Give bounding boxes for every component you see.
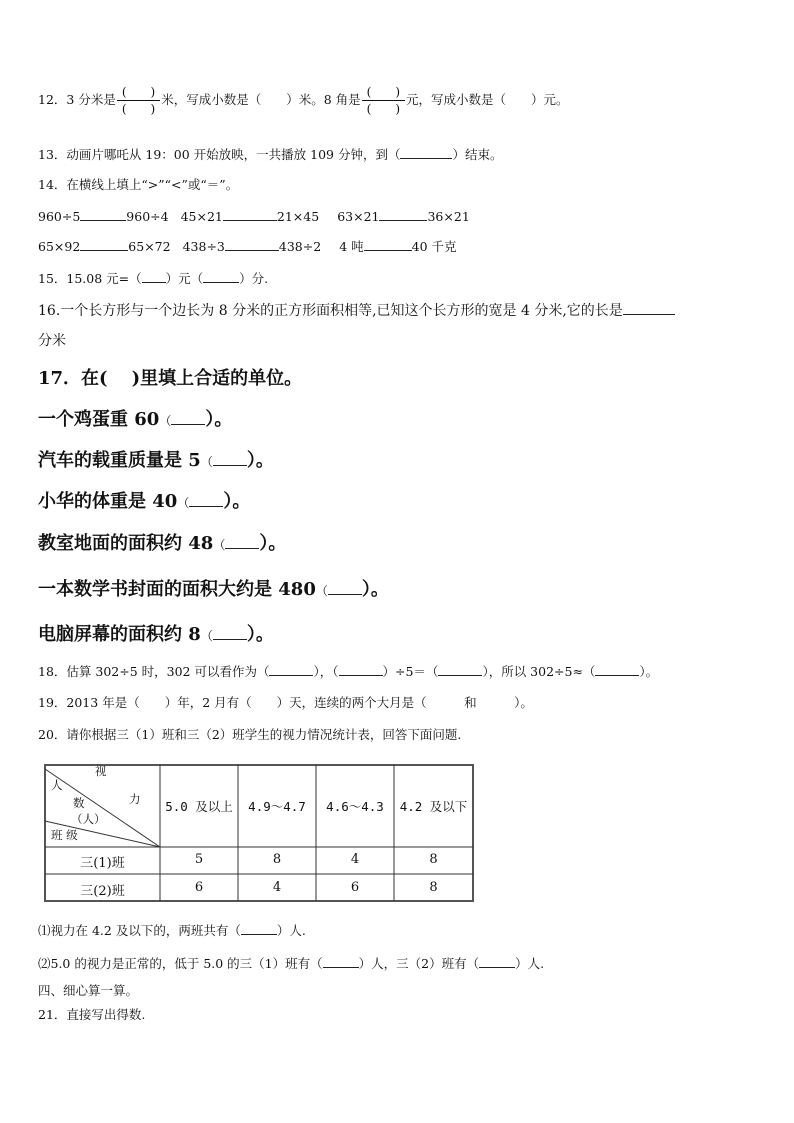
q17-item-6-open: （ [200,629,213,643]
q14-row-2 [38,238,457,255]
q20-sub1-blank[interactable] [241,922,277,935]
q12-frac1-denominator: ( ) [121,102,156,116]
q17-item-5-open: （ [315,584,328,598]
q20-sub2-blank-1[interactable] [323,955,359,968]
q17-item-6 [38,624,274,647]
q17-item-4-blank[interactable] [225,536,259,549]
q17-item-4-close: ）。 [259,533,287,554]
corner-shi: 视 [95,764,107,778]
q12-mid: 米，写成小数是（ ）米。8 角是 [161,92,361,107]
q17-item-2-text: 汽车的载重质量是 [38,450,182,471]
question-18 [38,663,658,680]
row-2-col-2: 4 [272,880,282,895]
question-21: 21．直接写出得数. [38,1007,146,1022]
q14-blank-3[interactable] [379,208,427,221]
q14-r1-e: 63×21 [337,209,380,224]
q20-sub-1 [38,922,306,939]
q16-unit: 分米 [38,333,66,349]
q13-blank[interactable] [400,146,452,159]
question-12 [38,84,569,117]
question-20: 20．请你根据三（1）班和三（2）班学生的视力情况统计表，回答下面问题. [38,727,462,742]
q17-item-5-num: 480 [278,579,316,600]
q17-title-prefix: 17．在( [38,368,108,389]
q14-blank-4[interactable] [80,238,128,251]
question-14: 14．在横线上填上“>”“<”或“＝”。 [38,177,239,192]
corner-shu: 数 [73,796,85,810]
row-1-name: 三(1)班 [80,856,125,871]
section-4-title: 四、细心算一算。 [38,983,139,998]
row-2-col-4: 8 [429,880,438,895]
q15-blank-1[interactable] [142,270,166,283]
header-col-3: 4.6～4.3 [326,799,384,814]
q17-item-6-text: 电脑屏幕的面积约 [38,624,182,645]
q16-blank[interactable] [623,302,675,315]
q17-item-5-text: 一本数学书封面的面积大约是 [38,579,272,600]
q17-item-6-close: ）。 [246,624,274,645]
question-13 [38,146,503,163]
question-17-title [38,368,302,390]
q17-item-4-text: 教室地面的面积约 [38,533,182,554]
header-col-2: 4.9～4.7 [248,799,306,814]
q14-r2-b: 65×72 [128,239,171,254]
q17-item-5 [38,579,389,602]
q12-frac2-denominator: ( ) [366,102,401,116]
q12-frac2-numerator: ( ) [362,84,405,101]
q20-sub2-mid: ）人，三（2）班有（ [358,956,480,971]
q14-r1-f: 36×21 [427,209,470,224]
q14-r2-c: 438÷3 [182,239,225,254]
q17-item-2 [38,450,274,473]
q17-item-3-num: 40 [152,491,178,512]
q14-r2-d: 438÷2 [278,239,322,254]
header-col-4: 4.2 及以下 [399,799,468,814]
question-16 [38,302,675,319]
q12-fraction-1 [117,84,160,117]
q12-suffix: 元，写成小数是（ ）元。 [406,92,569,107]
q17-item-6-blank[interactable] [213,627,247,640]
corner-banji: 班 级 [51,828,78,842]
corner-ren: 人 [51,778,63,792]
q14-r1-b: 960÷4 [126,209,169,224]
q14-blank-2[interactable] [223,208,277,221]
q17-item-1-open: （ [159,414,172,428]
q17-item-1-blank[interactable] [171,412,205,425]
q17-item-3-text: 小华的体重是 [38,491,146,512]
q13-suffix: ）结束。 [452,147,503,162]
q18-p3: ）÷5＝（ [382,664,439,679]
q17-item-5-blank[interactable] [328,582,362,595]
q14-r1-c: 45×21 [180,209,223,224]
q14-blank-5[interactable] [225,238,279,251]
q18-p4: ），所以 302÷5≈（ [482,664,596,679]
vision-table [43,763,475,903]
q13-prefix: 13．动画片哪吒从 19：00 开始放映，一共播放 109 分钟，到（ [38,147,401,162]
q17-item-4 [38,533,286,556]
q14-r2-e: 4 吨 [339,239,364,254]
row-1-col-1: 5 [194,852,204,867]
q14-r2-f: 40 千克 [411,239,457,254]
q15-prefix: 15．15.08 元=（ [38,271,142,286]
q14-blank-1[interactable] [80,208,126,221]
question-15 [38,270,268,287]
q14-row-1 [38,208,470,225]
q14-r2-a: 65×92 [38,239,81,254]
q20-sub2-blank-2[interactable] [479,955,515,968]
q20-sub1-suffix: ）人. [276,923,306,938]
q17-item-3-close: ）。 [223,491,251,512]
q17-item-2-open: （ [200,455,213,469]
q17-item-6-num: 8 [188,624,201,645]
q14-blank-6[interactable] [364,238,412,251]
q20-sub-2 [38,955,544,972]
q20-sub1-prefix: ⑴视力在 4.2 及以下的，两班共有（ [38,923,241,938]
q17-item-4-open: （ [213,538,226,552]
q15-mid: ）元（ [165,271,204,286]
q17-item-4-num: 48 [188,533,214,554]
q17-item-3 [38,491,250,514]
q17-item-2-close: ）。 [246,450,274,471]
q18-blank-1[interactable] [269,663,313,676]
q17-item-1-num: 60 [134,409,160,430]
q17-item-5-close: ）。 [361,579,389,600]
q18-p2: ），（ [313,664,339,679]
q15-suffix: ）分. [239,271,269,286]
q20-sub2-suffix: ）人. [515,956,545,971]
q17-item-3-blank[interactable] [189,494,223,507]
q17-item-1-close: ）。 [205,409,233,430]
q12-frac1-numerator: ( ) [117,84,160,101]
q12-fraction-2 [362,84,405,117]
q17-item-3-open: （ [177,496,190,510]
q17-item-2-blank[interactable] [213,453,247,466]
q12-prefix: 12．3 分米是 [38,92,116,107]
q18-blank-3[interactable] [438,663,482,676]
q18-blank-4[interactable] [595,663,639,676]
q17-item-1 [38,409,232,432]
q14-r1-a: 960÷5 [38,209,81,224]
row-2-col-1: 6 [194,880,204,895]
header-col-1: 5.0 及以上 [165,799,233,814]
q14-r1-d: 21×45 [276,209,320,224]
q17-item-2-num: 5 [188,450,201,471]
q18-p5: ）。 [639,664,659,679]
row-1-col-3: 4 [350,852,360,867]
q15-blank-2[interactable] [203,270,239,283]
q20-sub2-prefix: ⑵5.0 的视力是正常的，低于 5.0 的三（1）班有（ [38,956,323,971]
question-19: 19．2013 年是（ ）年，2 月有（ ）天，连续的两个大月是（ 和 ）。 [38,695,533,710]
row-2-name: 三(2)班 [80,884,125,899]
q16-text: 16.一个长方形与一个边长为 8 分米的正方形面积相等,已知这个长方形的宽是 4 分米,它的长是 [38,303,623,319]
q17-item-1-text: 一个鸡蛋重 [38,409,128,430]
row-2-col-3: 6 [350,880,360,895]
q17-title-suffix: )里填上合适的单位。 [131,368,303,389]
row-1-col-2: 8 [272,852,282,867]
corner-unit: （人） [71,812,106,826]
corner-li: 力 [129,792,141,806]
q18-blank-2[interactable] [339,663,383,676]
row-1-col-4: 8 [429,852,438,867]
q18-p1: 18．估算 302÷5 时，302 可以看作为（ [38,664,270,679]
